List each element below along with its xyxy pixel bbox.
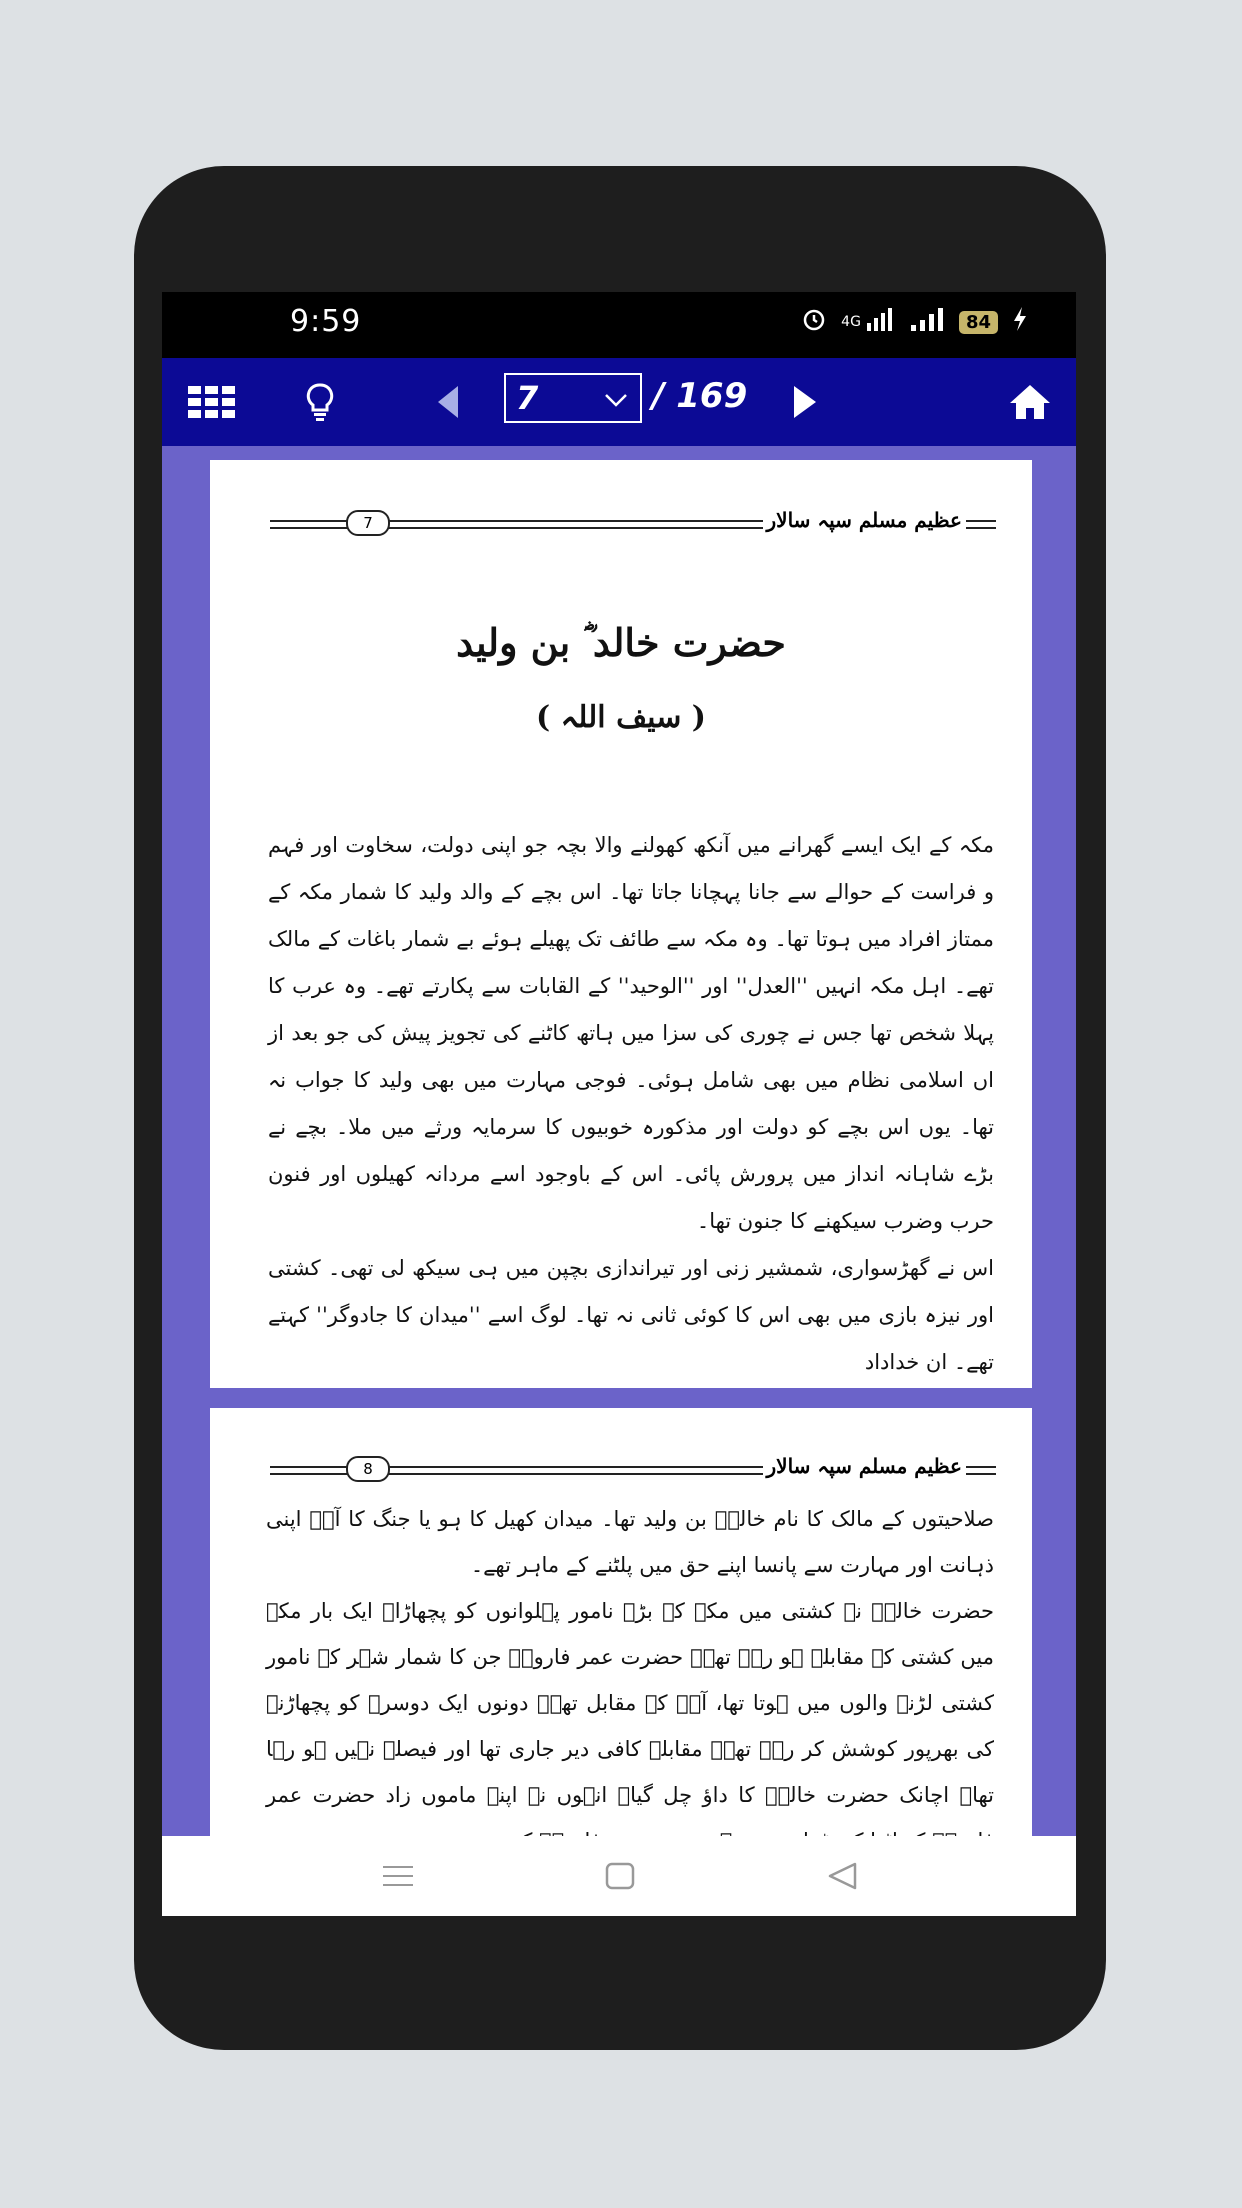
grid-icon [188, 386, 236, 418]
home-nav-button[interactable] [580, 1836, 660, 1916]
page-number-badge: 7 [346, 510, 390, 536]
home-button[interactable] [1002, 358, 1058, 446]
body-text [268, 822, 994, 1386]
charging-icon [1012, 306, 1028, 338]
current-page-value: 7 [516, 379, 539, 417]
system-nav-bar [162, 1836, 1076, 1916]
book-page-7 [210, 460, 1032, 1388]
status-bar [162, 292, 1076, 358]
triangle-right-icon [792, 385, 818, 419]
network-type: 4G [841, 314, 861, 330]
book-series-title: عظیم مسلم سپہ سالار [763, 1454, 967, 1478]
home-icon [1008, 383, 1052, 421]
back-nav-button[interactable] [802, 1836, 882, 1916]
page-header [270, 508, 996, 538]
back-triangle-icon [826, 1861, 858, 1891]
chapter-subtitle: ( سیف اللہ ) [536, 700, 706, 735]
chapter-title: حضرت خالد ؓ بن ولید [456, 620, 786, 665]
paragraph: صلاحیتوں کے مالک کا نام خالدؓ بن ولید تھا۔ میدان کھیل کا ہو یا جنگ کا آپؓ اپنی ذہانت اور مہارت سے پانسا اپنے حق میں پلٹنے کے ماہر تھے۔ [266, 1507, 994, 1577]
body-text [266, 1496, 994, 1848]
paragraph: اس نے گھڑسواری، شمشیر زنی اور تیراندازی بچپن میں ہی سیکھ لی تھی۔ کشتی اور نیزہ بازی میں بھی اس کا کوئی ثانی نہ تھا۔ لوگ اسے ''میدان کا جادوگر'' کہتے تھے۔ ان خداداد [268, 1256, 994, 1374]
app-screen [162, 292, 1076, 1916]
paragraph: مکہ کے ایک ایسے گھرانے میں آنکھ کھولنے والا بچہ جو اپنی دولت، سخاوت اور فہم و فراست کے حوالے سے جانا پہچانا جاتا تھا۔ اس بچے کے والد ولید کا شمار مکہ کے ممتاز افراد میں ہوتا تھا۔ وہ مکہ سے طائف تک پھیلے ہوئے بے شمار باغات کے مالک تھے۔ اہل مکہ انہیں ''العدل'' اور ''الوحید'' کے القابات سے پکارتے تھے۔ وہ عرب کا پہلا شخص تھا جس نے چوری کی سزا میں ہاتھ کاٹنے کی تجویز پیش کی جو بعد از اں اسلامی نظام میں بھی شامل ہوئی۔ فوجی مہارت میں بھی ولید کا جواب نہ تھا۔ یوں اس بچے کو دولت اور مذکورہ خوبیوں کا سرمایہ ورثے میں ملا۔ بچے نے بڑے شاہانہ انداز میں پرورش پائی۔ اس کے باوجود اسے مردانہ کھیلوں اور فنون حرب وضرب سیکھنے کا جنون تھا۔ [268, 833, 994, 1233]
brightness-button[interactable] [296, 358, 344, 446]
status-time: 9:59 [290, 304, 362, 339]
alarm-icon [801, 306, 827, 338]
book-page-8 [210, 1408, 1032, 1848]
signal-icon-2 [909, 307, 945, 337]
grid-menu-button[interactable] [182, 358, 242, 446]
triangle-left-icon [436, 385, 460, 419]
lightbulb-icon [305, 382, 335, 422]
status-icons [801, 306, 1028, 338]
signal-icon [865, 307, 895, 337]
total-pages: / 169 [652, 376, 748, 416]
book-series-title: عظیم مسلم سپہ سالار [763, 508, 967, 532]
battery-icon: 84 [959, 311, 998, 334]
page-number-badge: 8 [346, 1456, 390, 1482]
chevron-down-icon [602, 379, 630, 419]
previous-page-button[interactable] [424, 358, 472, 446]
menu-lines-icon [381, 1863, 415, 1889]
page-number-select[interactable] [504, 373, 642, 423]
reader-toolbar [162, 358, 1076, 446]
square-icon [604, 1861, 636, 1891]
paragraph: حضرت خالدؓ نے کشتی میں مکہ کے بڑے نامور پہلوانوں کو پچھاڑا۔ ایک بار مکہ میں کشتی کے مقابلے ہو رہے تھے۔ حضرت عمر فاروقؓ جن کا شمار شہر کے نامور کشتی لڑنے والوں میں ہوتا تھا، آپؓ کے مقابل تھے۔ دونوں ایک دوسرے کو پچھاڑنے کی بھرپور کوشش کر رہے تھے۔ مقابلہ کافی دیر جاری تھا اور فیصلہ نہیں ہو رہا تھا۔ اچانک حضرت خالدؓ کا داؤ چل گیا۔ انہوں نے اپنے ماموں زاد حضرت عمر [266, 1599, 994, 1807]
recent-apps-button[interactable] [358, 1836, 438, 1916]
page-header [270, 1454, 996, 1484]
next-page-button[interactable] [780, 358, 830, 446]
